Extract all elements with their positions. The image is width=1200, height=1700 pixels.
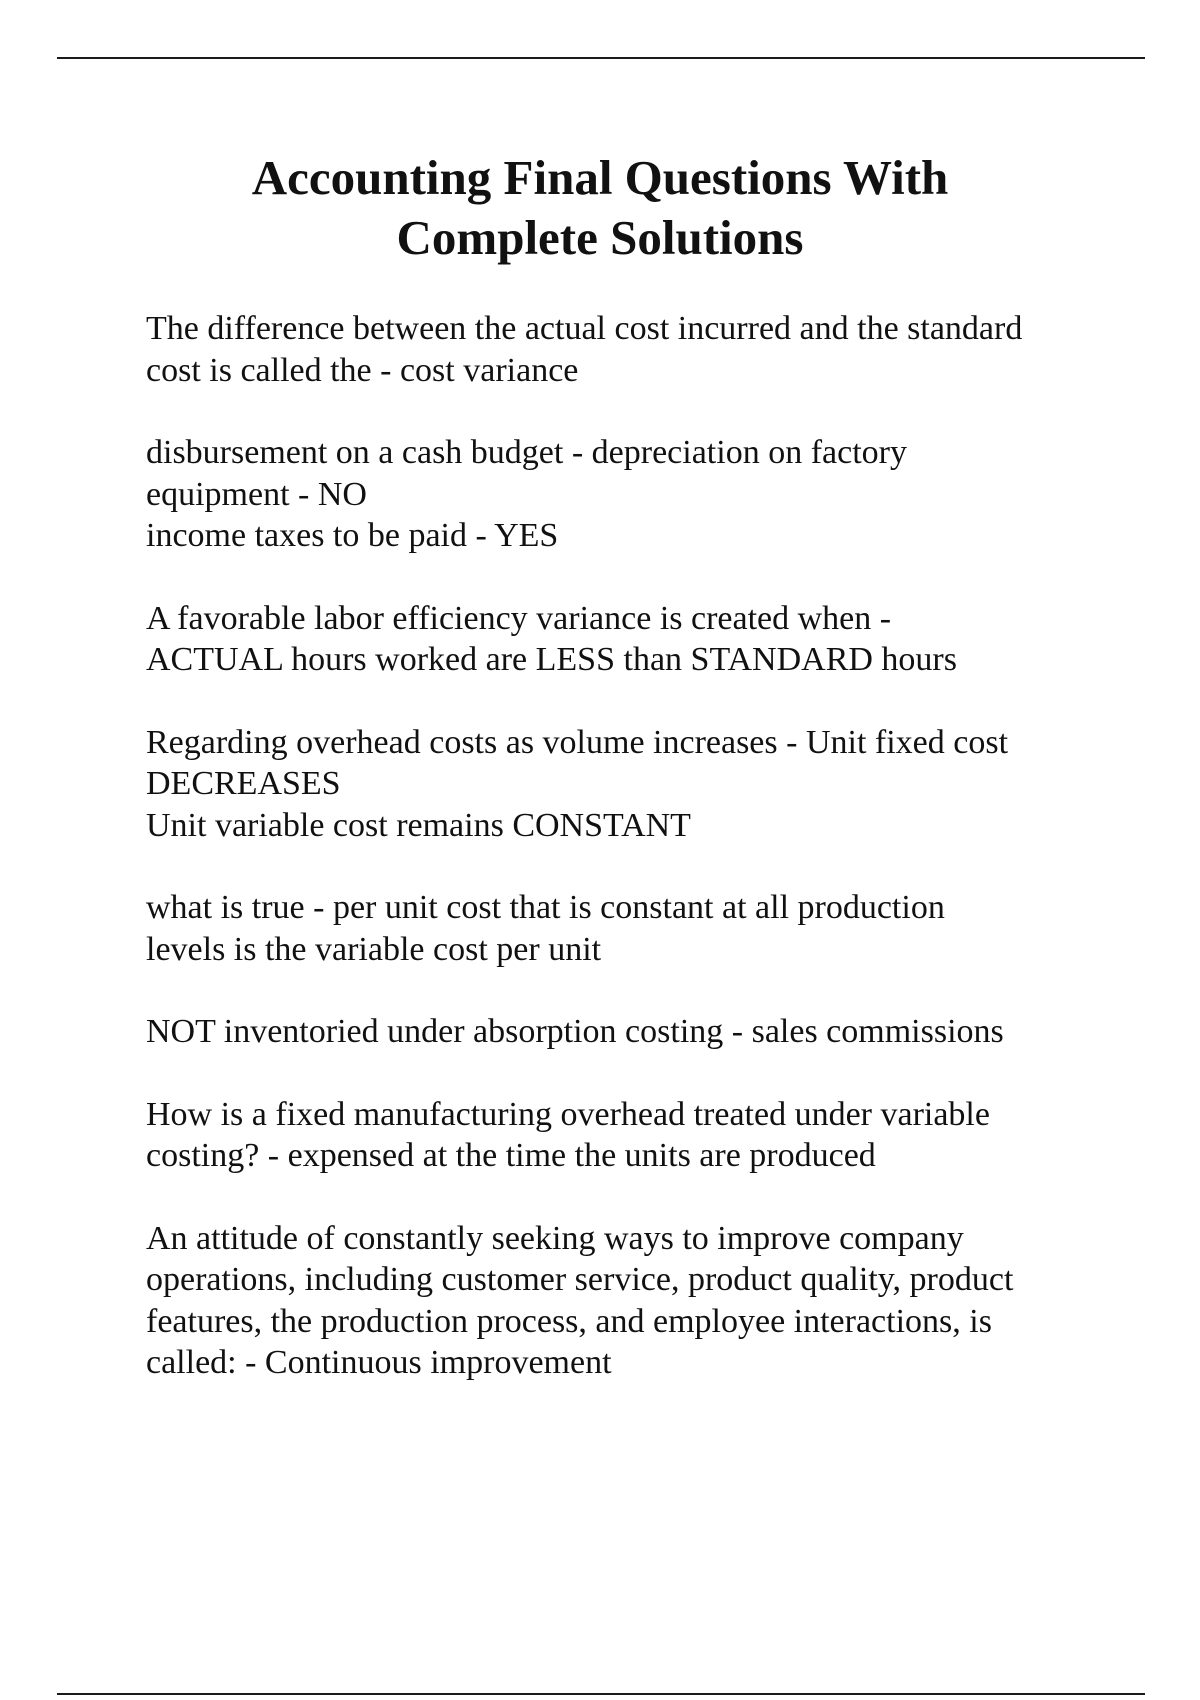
- qa-line: called: - Continuous improvement: [146, 1344, 612, 1381]
- qa-line: DECREASES: [146, 765, 341, 802]
- qa-line: An attitude of constantly seeking ways to improve company: [146, 1219, 964, 1257]
- qa-item: [146, 1218, 1096, 1384]
- qa-item: [146, 598, 1096, 681]
- qa-item: [146, 308, 1096, 391]
- qa-line: levels is the variable cost per unit: [146, 930, 602, 968]
- qa-item: [146, 1011, 1096, 1053]
- qa-line: features, the production process, and employee interactions, is: [146, 1302, 992, 1340]
- qa-line: Regarding overhead costs as volume increases - Unit fixed cost: [146, 723, 1009, 761]
- qa-item: [146, 887, 1096, 970]
- title-line: Accounting Final Questions With: [251, 150, 949, 205]
- qa-line: operations, including customer service, product quality, product: [146, 1261, 1014, 1298]
- qa-item: [146, 432, 1096, 557]
- page-title: [0, 148, 1200, 268]
- qa-item: [146, 1094, 1096, 1177]
- title-line: Complete Solutions: [396, 210, 804, 265]
- qa-line: A favorable labor efficiency variance is created when -: [146, 599, 892, 637]
- qa-line: costing? - expensed at the time the units are produced: [146, 1137, 876, 1174]
- qa-list: [146, 308, 1096, 1425]
- qa-line: Unit variable cost remains CONSTANT: [146, 806, 691, 844]
- qa-line: disbursement on a cash budget - depreciation on factory: [146, 434, 907, 471]
- qa-line: cost is called the - cost variance: [146, 351, 579, 389]
- qa-line: what is true - per unit cost that is constant at all production: [146, 889, 945, 926]
- qa-line: The difference between the actual cost incurred and the standard: [146, 310, 1023, 347]
- qa-line: ACTUAL hours worked are LESS than STANDARD hours: [146, 641, 957, 678]
- header-rule: [57, 57, 1145, 59]
- footer-rule: [57, 1693, 1145, 1695]
- qa-line: NOT inventoried under absorption costing - sales commissions: [146, 1013, 1004, 1050]
- qa-line: How is a fixed manufacturing overhead treated under variable: [146, 1095, 990, 1133]
- qa-item: [146, 722, 1096, 847]
- qa-line: income taxes to be paid - YES: [146, 517, 559, 554]
- qa-line: equipment - NO: [146, 475, 367, 513]
